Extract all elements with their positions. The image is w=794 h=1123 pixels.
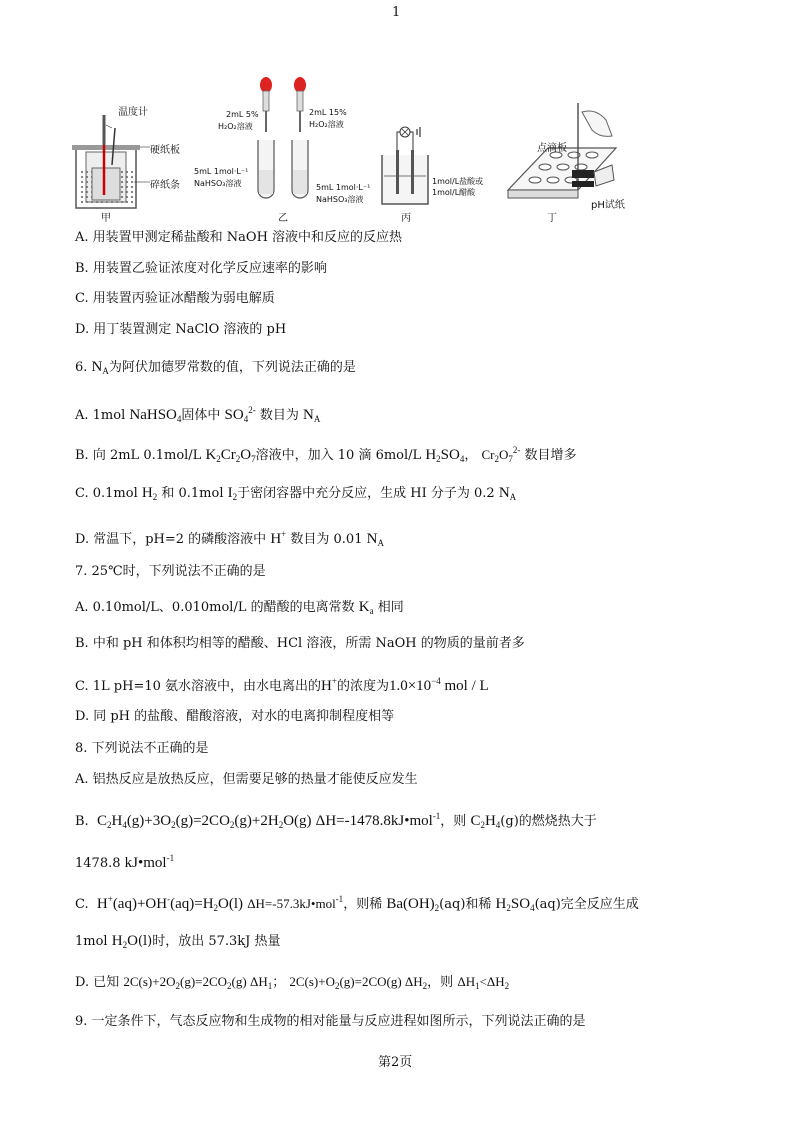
caption-yi: 乙 [278, 213, 288, 224]
caption-jia: 甲 [101, 213, 111, 224]
q7-stem: 7. 25℃时，下列说法不正确的是 [75, 564, 266, 579]
label-right-tube-1: 5mL 1mol·L⁻¹ [316, 183, 371, 192]
q6-option-a: A. 1mol NaHSO$_4$固体中 $SO_4^{2-}$ 数目为 $N_A$ [75, 405, 321, 424]
q8-option-b-cont: 1478.8 kJ•mol$^{-1}$ [75, 853, 175, 871]
label-spot-plate: 点滴板 [537, 143, 567, 154]
label-right-dropper-1: 2mL 15% [309, 108, 347, 117]
label-left-tube-1: 5mL 1mol·L⁻¹ [194, 167, 249, 176]
q8-option-c-cont: 1mol $H_2O(l)$时，放出 57.3kJ 热量 [75, 933, 281, 950]
q6-option-b: B. 向 2mL 0.1mol/L $K_2Cr_2O_7$溶液中，加入 10 滴 6mol/L $H_2SO_4$， $Cr_2O_7^{2-}$ 数目增多 [75, 445, 577, 464]
apparatus-jia [72, 115, 150, 208]
label-ph-paper: pH试纸 [591, 200, 625, 211]
label-scraps: 碎纸条 [150, 180, 180, 191]
q9-stem: 9. 一定条件下，气态反应物和生成物的相对能量与反应进程如图所示，下列说法正确的是 [75, 1014, 586, 1029]
q7-option-b: B. 中和 pH 和体积均相等的醋酸、HCl 溶液，所需 NaOH 的物质的量前者多 [75, 636, 525, 651]
page-footer: 第2页 [378, 1055, 413, 1070]
label-board: 硬纸板 [150, 145, 180, 156]
label-left-tube-2: NaHSO₃溶液 [194, 179, 242, 188]
q6-stem: 6. $N_A$为阿伏加德罗常数的值，下列说法正确的是 [75, 359, 356, 376]
label-right-dropper-2: H₂O₂溶液 [309, 120, 344, 129]
q8-stem: 8. 下列说法不正确的是 [75, 741, 209, 756]
q5-option-c: C. 用装置丙验证冰醋酸为弱电解质 [75, 291, 275, 306]
label-thermometer: 温度计 [118, 107, 148, 118]
q8-option-a: A. 铝热反应是放热反应，但需要足够的热量才能使反应发生 [75, 772, 418, 787]
q8-option-b: B. $C_2H_4(g)+3O_2(g)=2CO_2(g)+2H_2O(g)$ ΔH=-1478.8kJ•mol$^{-1}$，则 $C_2H_4(g)$的燃烧热大于 [75, 811, 597, 830]
apparatus-yi [258, 77, 308, 198]
label-acid-2: 1mol/L醋酸 [432, 188, 476, 197]
caption-bing: 丙 [401, 213, 411, 224]
q6-option-d: D. 常温下，pH=2 的磷酸溶液中 H+ 数目为 0.01 $N_A$ [75, 529, 384, 548]
q6-option-c: C. 0.1mol $H_2$ 和 0.1mol $I_2$于密闭容器中充分反应，生成 HI 分子为 0.2 $N_A$ [75, 485, 517, 502]
q7-option-c: C. 1L pH=10 氨水溶液中，由水电离出的H+的浓度为$1.0\times 10^{-4}$ mol / L [75, 676, 489, 694]
page-number-top: 1 [392, 5, 401, 20]
q7-option-d: D. 同 pH 的盐酸、醋酸溶液，对水的电离抑制程度相等 [75, 709, 395, 724]
label-acid-1: 1mol/L盐酸或 [432, 177, 484, 186]
q5-option-a: A. 用装置甲测定稀盐酸和 NaOH 溶液中和反应的反应热 [75, 230, 403, 245]
apparatus-bing [382, 127, 428, 204]
label-left-dropper-2: H₂O₂溶液 [218, 122, 253, 131]
q7-option-a: A. 0.10mol/L、0.010mol/L 的醋酸的电离常数 $K_a$ 相同 [75, 599, 404, 616]
q8-option-d: D. 已知 $2C(s)+2O_2(g)=2CO_2(g)$ $\Delta H_1$； $2C(s)+O_2(g)=2CO(g)$ $\Delta H_2$，则 $\Delta H_1<\Delta H_2$ [75, 974, 510, 991]
label-right-tube-2: NaHSO₃溶液 [316, 195, 364, 204]
caption-ding: 丁 [547, 213, 557, 224]
q5-option-b: B. 用装置乙验证浓度对化学反应速率的影响 [75, 261, 327, 276]
label-left-dropper-1: 2mL 5% [226, 110, 259, 119]
q8-option-c: C. $H^+(aq)+OH^-(aq)=H_2O(l)$ ΔH=-57.3kJ•mol$^{-1}$，则稀 $Ba(OH)_2(aq)$和稀 $H_2SO_4(aq)$完全反应生成 [75, 894, 639, 913]
q5-option-d: D. 用丁装置测定 NaClO 溶液的 pH [75, 322, 287, 337]
